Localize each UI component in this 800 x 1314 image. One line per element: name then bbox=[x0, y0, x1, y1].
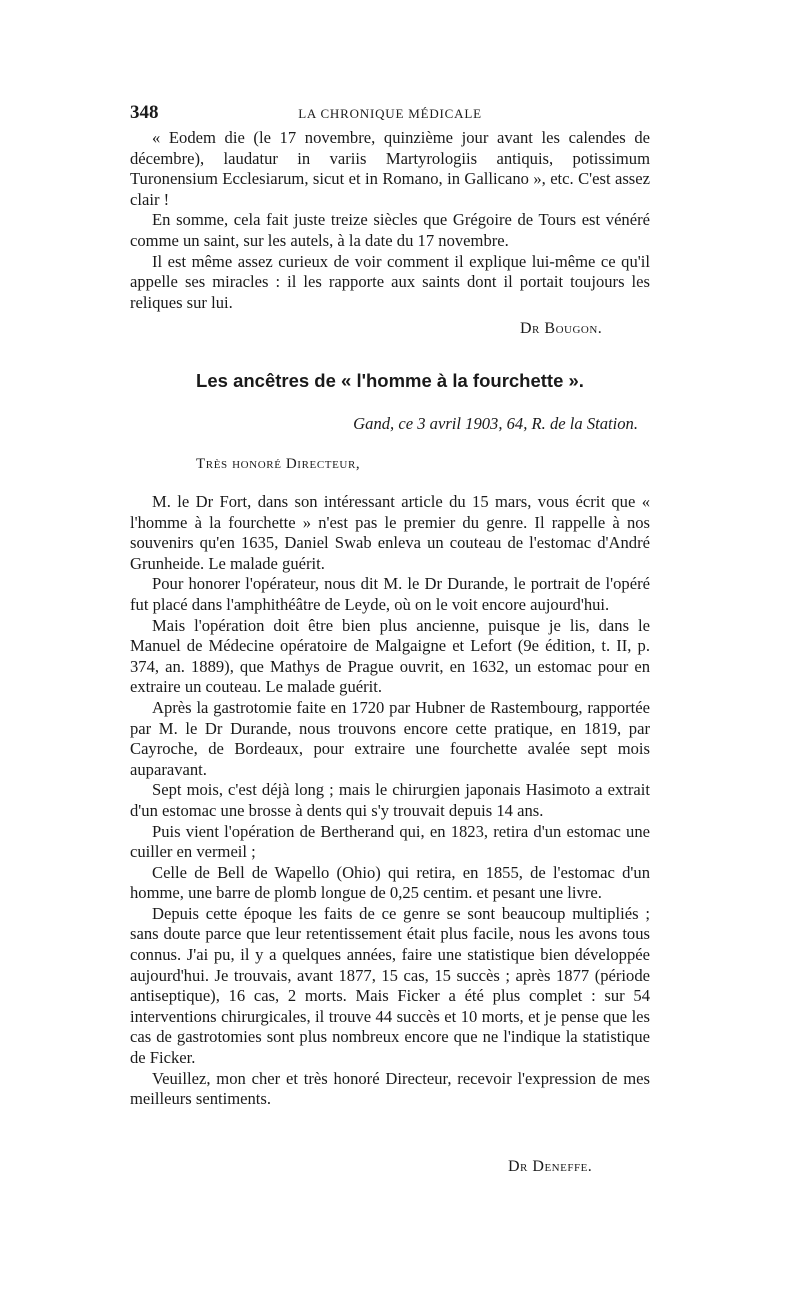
paragraph: Puis vient l'opération de Bertherand qui, en 1823, retira d'un estomac une cuiller en vermeil ; bbox=[130, 821, 650, 862]
signature-bougon: Dr Bougon. bbox=[520, 320, 603, 337]
first-part-body bbox=[130, 128, 650, 313]
paragraph: Sept mois, c'est déjà long ; mais le chirurgien japonais Hasimoto a extrait d'un estomac une brosse à dents qui s'y trouvait depuis 14 ans. bbox=[130, 780, 650, 820]
dateline: Gand, ce 3 avril 1903, 64, R. de la Station. bbox=[353, 414, 638, 433]
paragraph: « Eodem die (le 17 novembre, quinzième jour avant les calendes de décembre), laudatur in variis Martyrologiis antiquis, potissimum Turonensium Ecclesiarum, sicut et in Romano, in Gallicano », etc. C'est assez clair ! bbox=[130, 128, 650, 209]
paragraph: Il est même assez curieux de voir comment il explique lui-même ce qu'il appelle ses miracles : il les rapporte aux saints dont il portait toujours les reliques sur lui. bbox=[130, 251, 650, 312]
paragraph: Après la gastrotomie faite en 1720 par Hubner de Rastembourg, rapportée par M. le Dr Durande, nous trouvons encore cette pratique, en 1819, par Cayroche, de Bordeaux, pour extraire une fourchette avalée sept mois auparavant. bbox=[130, 697, 650, 779]
paragraph: M. le Dr Fort, dans son intéressant article du 15 mars, vous écrit que « l'homme à la fourchette » n'est pas le premier du genre. Il rappelle à nos souvenirs qu'en 1635, Daniel Swab enleva un couteau de l'estomac d'André Grunheide. Le malade guérit. bbox=[130, 492, 650, 573]
salutation: Très honoré Directeur, bbox=[196, 456, 361, 472]
running-head: LA CHRONIQUE MÉDICALE bbox=[298, 106, 482, 121]
page-header bbox=[130, 102, 650, 126]
signature-deneffe: Dr Deneffe. bbox=[508, 1158, 593, 1175]
article-title: Les ancêtres de « l'homme à la fourchette ». bbox=[196, 370, 584, 391]
paragraph: Depuis cette époque les faits de ce genre se sont beaucoup multipliés ; sans doute parce que leur retentissement était plus facile, nous les avons tous connus. J'ai pu, il y a quelques années, faire une statistique bien développée aujourd'hui. Je trouvais, avant 1877, 15 cas, 15 succès ; après 1877 (période antiseptique), 16 cas, 2 morts. Mais Ficker a été plus complet : sur 54 interventions chirurgicales, il trouve 44 succès et 10 morts, et je pense que les cas de gastrotomies sont plus nombreux encore que ne l'indique la statistique de Ficker. bbox=[130, 903, 650, 1068]
paragraph: Veuillez, mon cher et très honoré Directeur, recevoir l'expression de mes meilleurs sentiments. bbox=[130, 1068, 650, 1109]
paragraph: En somme, cela fait juste treize siècles que Grégoire de Tours est vénéré comme un saint, sur les autels, à la date du 17 novembre. bbox=[130, 210, 650, 250]
paragraph: Mais l'opération doit être bien plus ancienne, puisque je lis, dans le Manuel de Médecine opératoire de Malgaigne et Lefort (9e édition, t. II, p. 374, an. 1889), que Mathys de Prague ouvrit, en 1632, un estomac pour en extraire un couteau. Le malade guérit. bbox=[130, 615, 650, 697]
article-body bbox=[130, 492, 650, 1110]
paragraph: Pour honorer l'opérateur, nous dit M. le Dr Durande, le portrait de l'opéré fut placé dans l'amphithéâtre de Leyde, où on le voit encore aujourd'hui. bbox=[130, 574, 650, 614]
page-number: 348 bbox=[130, 102, 159, 123]
paragraph: Celle de Bell de Wapello (Ohio) qui retira, en 1855, de l'estomac d'un homme, une barre de plomb longue de 0,25 centim. et pesant une livre. bbox=[130, 862, 650, 903]
